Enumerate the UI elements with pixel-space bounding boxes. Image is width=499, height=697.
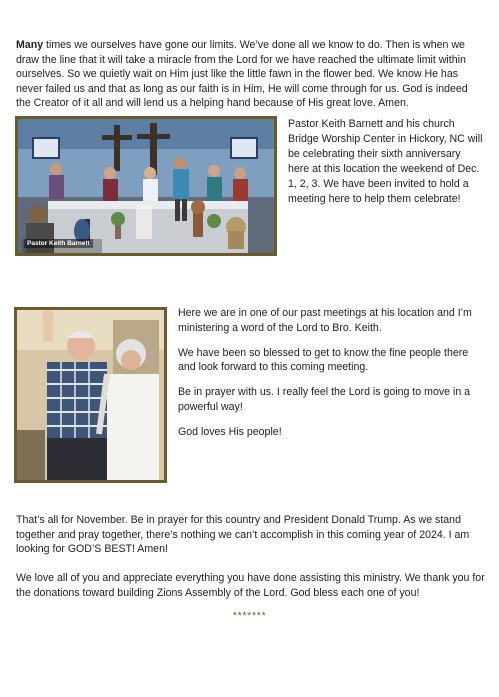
intro-lead: Many bbox=[16, 39, 44, 51]
ministering-illustration bbox=[17, 310, 164, 480]
section-divider: ******* bbox=[232, 610, 267, 622]
meeting-paragraph-1: Here we are in one of our past meetings at his location and I’m ministering a word of the Lord to Bro. Keith. bbox=[178, 307, 472, 334]
meeting-paragraph-4: God loves His people! bbox=[178, 425, 282, 438]
ministering-photo bbox=[14, 307, 167, 483]
meeting-paragraph-2: We have been so blessed to get to know the fine people there and look forward to this coming meeting. bbox=[178, 346, 469, 374]
meeting-paragraph-3: Be in prayer with us. I really feel the Lord is going to move in a powerful way! bbox=[178, 386, 471, 413]
meeting-text-block bbox=[178, 306, 488, 450]
church-stage-photo bbox=[15, 116, 277, 256]
anniversary-paragraph: Pastor Keith Barnett and his church Bridge Worship Center in Hickory, NC will be celebrating their sixth anniversary here at this location the weekend of Dec. 1, 2, 3. We have been invited to hold a meeting here to help them celebrate! bbox=[288, 118, 483, 205]
photo-caption: Pastor Keith Barnett bbox=[24, 239, 93, 248]
intro-paragraph bbox=[16, 38, 484, 111]
closing-paragraph-november: That’s all for November. Be in prayer for this country and President Donald Trump. As we stand together and pray together, there’s nothing we can’t accomplish in this coming year of 2024. I am looking for GOD’S BEST! Amen! bbox=[16, 514, 470, 556]
intro-text: times we ourselves have gone our limits. We’ve done all we know to do. Then is when we draw the line that it will take a miracle from the Lord for we have reached the ultimate limit within ourselves. So we quietly wait on Him just like the little fawn in the flower bed. We know He has never failed us and that as long as our faith is in Him, He will come through for us. God is indeed the Creator of it all and will lend us a helping hand because of His great love. Amen. bbox=[16, 39, 468, 110]
closing-paragraph-thanks: We love all of you and appreciate everything you have done assisting this ministry. We thank you for the donations toward building Zions Assembly of the Lord. God bless each one of you! bbox=[16, 572, 485, 599]
church-stage-illustration bbox=[18, 119, 274, 253]
